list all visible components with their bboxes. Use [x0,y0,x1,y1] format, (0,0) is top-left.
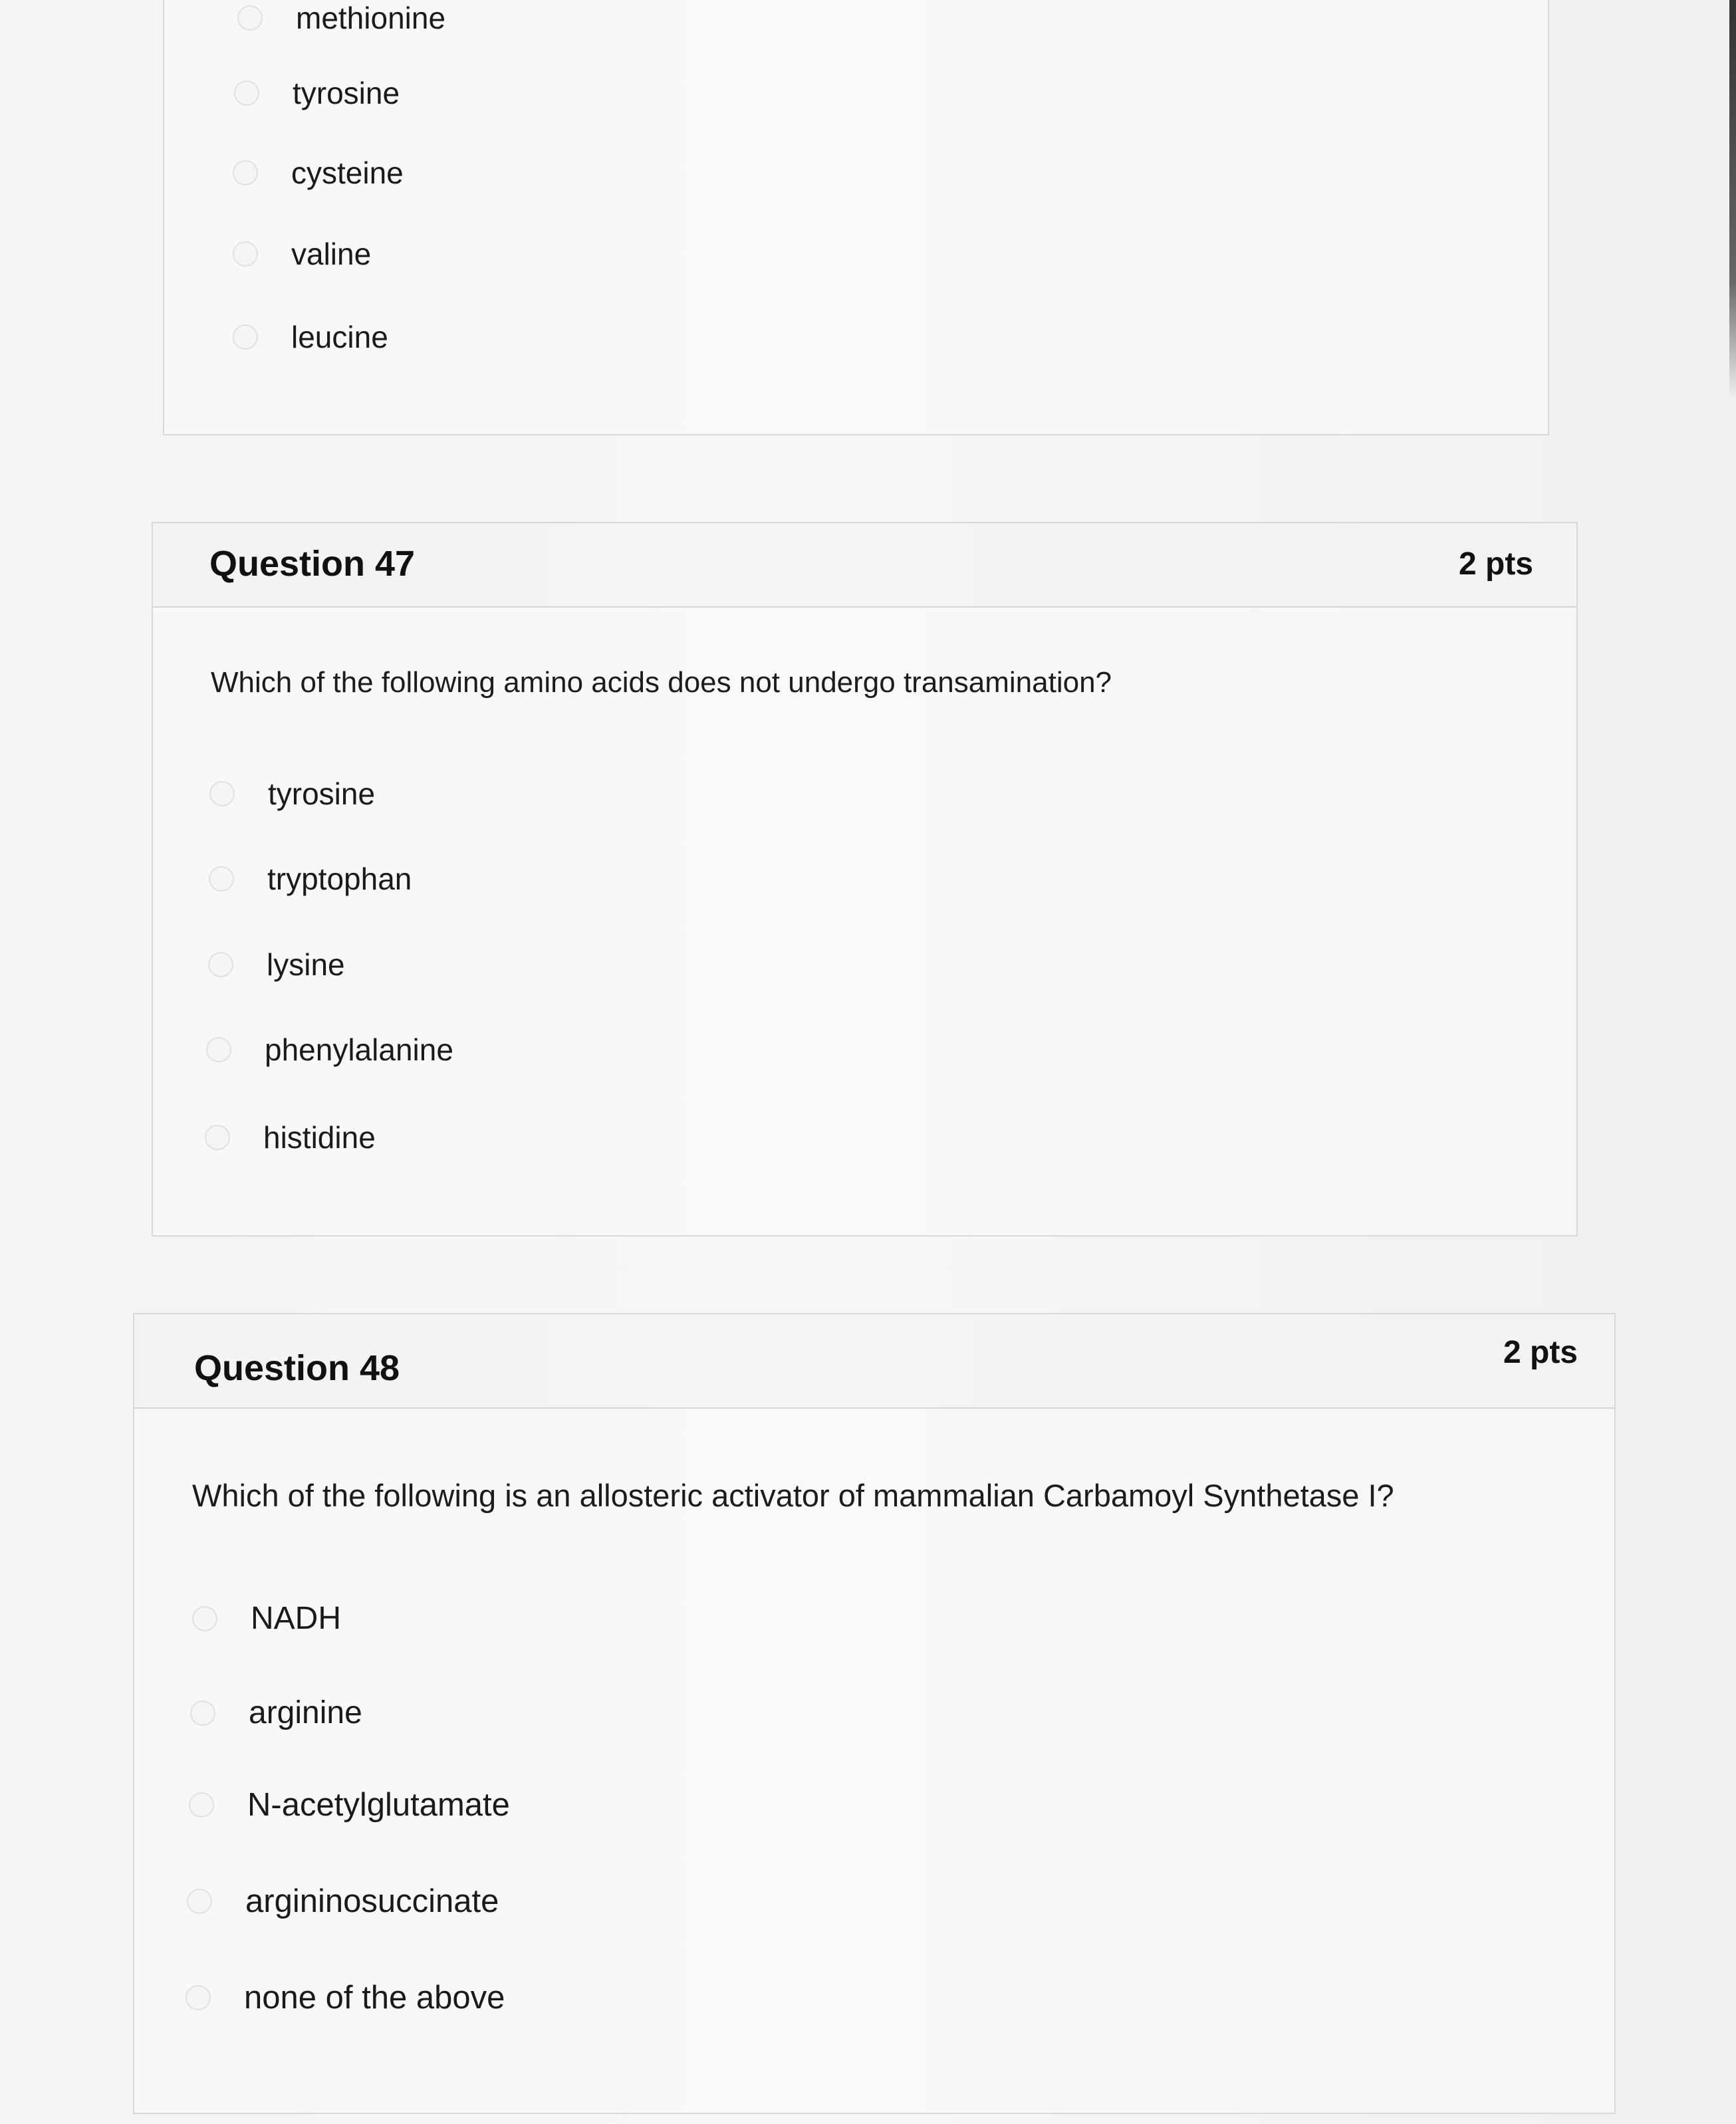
question-46-card [163,0,1549,435]
q47-option-tryptophan[interactable] [209,861,412,897]
radio-button[interactable] [233,160,258,185]
radio-button[interactable] [234,80,259,106]
option-label: N-acetylglutamate [247,1787,510,1823]
option-label: phenylalanine [265,1032,453,1067]
radio-button[interactable] [205,1125,230,1150]
radio-button[interactable] [233,324,258,350]
q47-option-tyrosine[interactable] [209,776,375,812]
question-47-card [152,522,1578,1237]
radio-button[interactable] [206,1037,231,1062]
q48-option-none-of-the-above[interactable] [186,1979,505,2016]
q46-option-cysteine[interactable] [233,155,404,191]
q48-option-nadh[interactable] [192,1600,341,1637]
q48-option-n-acetylglutamate[interactable] [189,1786,510,1824]
radio-button[interactable] [237,5,263,31]
option-label: tyrosine [293,76,400,110]
q48-option-arginine[interactable] [190,1695,362,1731]
option-label: lysine [267,947,345,982]
option-label: NADH [251,1601,342,1636]
radio-button[interactable] [208,952,233,977]
radio-button[interactable] [190,1701,215,1726]
radio-button[interactable] [189,1792,214,1818]
q46-option-leucine[interactable] [233,319,388,355]
radio-button[interactable] [209,781,235,806]
q46-option-valine[interactable] [233,236,371,272]
option-label: leucine [291,320,388,354]
option-label: argininosuccinate [245,1883,499,1919]
radio-button[interactable] [186,1985,211,2010]
radio-button[interactable] [192,1606,217,1631]
question-48-header [134,1314,1614,1409]
question-points: 2 pts [1503,1335,1578,1370]
option-label: none of the above [244,1980,505,2016]
question-title: Question 48 [194,1348,400,1388]
q47-option-phenylalanine[interactable] [206,1032,453,1068]
q48-option-argininosuccinate[interactable] [187,1883,499,1920]
q47-option-lysine[interactable] [208,947,345,983]
question-prompt: Which of the following is an allosteric activator of mammalian Carbamoyl Synthetase I? [192,1478,1394,1513]
q46-option-methionine[interactable] [237,0,445,36]
question-points: 2 pts [1458,546,1533,582]
question-48-card [133,1313,1616,2114]
option-label: methionine [296,1,446,35]
question-title: Question 47 [209,544,416,584]
option-label: arginine [249,1695,362,1730]
option-label: tryptophan [267,862,412,896]
option-label: tyrosine [268,776,376,811]
question-prompt: Which of the following amino acids does not undergo transamination? [211,666,1112,699]
radio-button[interactable] [209,866,234,891]
option-label: cysteine [291,156,404,190]
q47-option-histidine[interactable] [205,1120,376,1155]
radio-button[interactable] [187,1889,212,1914]
radio-button[interactable] [233,241,258,267]
q46-option-tyrosine[interactable] [234,75,400,111]
option-label: histidine [263,1120,376,1155]
option-label: valine [291,237,372,271]
question-47-header [153,523,1576,608]
page-edge-shadow [1729,0,1736,399]
